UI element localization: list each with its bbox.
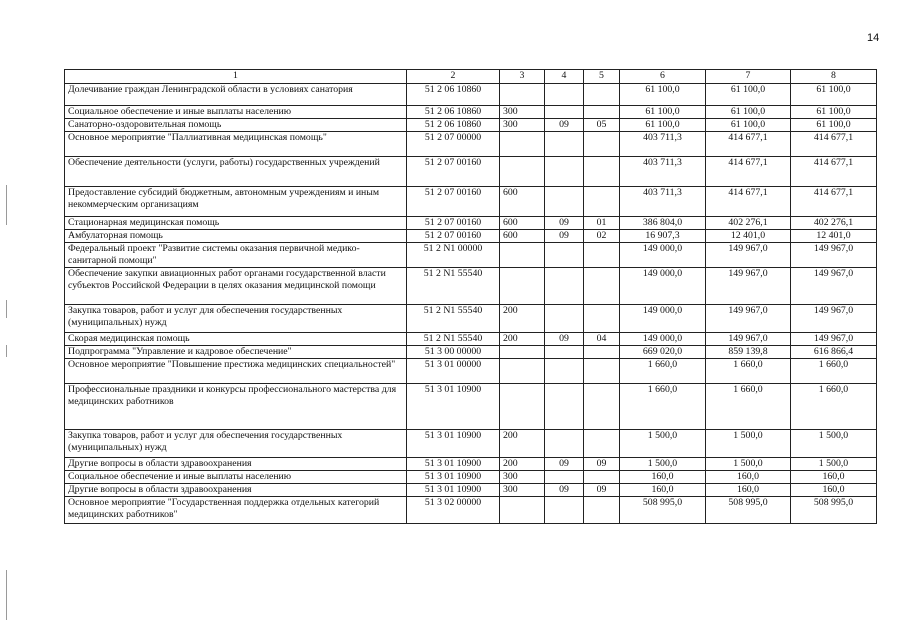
row-value-col-8: 149 967,0 (791, 243, 877, 268)
row-name: Стационарная медицинская помощь (65, 217, 407, 230)
row-value-col-6: 149 000,0 (620, 333, 706, 346)
row-name: Основное мероприятие "Государственная поддержка отдельных категорий медицинских работников" (65, 497, 407, 524)
row-code: 51 3 02 00000 (407, 497, 500, 524)
row-section (545, 84, 584, 106)
row-value-col-8: 414 677,1 (791, 157, 877, 187)
row-expense-type: 300 (500, 119, 545, 132)
row-value-col-7: 12 401,0 (706, 230, 791, 243)
row-value-col-7: 1 660,0 (706, 384, 791, 430)
row-value-col-6: 160,0 (620, 484, 706, 497)
header-col-3: 3 (500, 70, 545, 84)
row-value-col-8: 160,0 (791, 484, 877, 497)
row-code: 51 2 07 00000 (407, 132, 500, 157)
row-name: Санаторно-оздоровительная помощь (65, 119, 407, 132)
row-value-col-7: 402 276,1 (706, 217, 791, 230)
row-value-col-7: 149 967,0 (706, 268, 791, 305)
table-row (65, 157, 877, 187)
table-row (65, 243, 877, 268)
row-name: Закупка товаров, работ и услуг для обеспечения государственных (муниципальных) нужд (65, 430, 407, 458)
row-section (545, 157, 584, 187)
row-expense-type: 600 (500, 217, 545, 230)
row-section (545, 471, 584, 484)
row-value-col-8: 149 967,0 (791, 268, 877, 305)
row-section: 09 (545, 458, 584, 471)
row-section (545, 187, 584, 217)
row-subsection (584, 497, 620, 524)
row-subsection: 04 (584, 333, 620, 346)
row-name: Долечивание граждан Ленинградской области в условиях санатория (65, 84, 407, 106)
row-expense-type (500, 243, 545, 268)
table-row (65, 458, 877, 471)
row-subsection (584, 243, 620, 268)
row-name: Обеспечение закупки авиационных работ органами государственной власти субъектов Российской Федерации в целях оказания медицинской помощи (65, 268, 407, 305)
row-subsection: 02 (584, 230, 620, 243)
row-value-col-7: 61 100,0 (706, 119, 791, 132)
row-value-col-7: 61 100,0 (706, 106, 791, 119)
row-code: 51 2 N1 55540 (407, 305, 500, 333)
row-subsection (584, 430, 620, 458)
row-expense-type: 200 (500, 333, 545, 346)
row-value-col-6: 403 711,3 (620, 157, 706, 187)
table-row (65, 384, 877, 430)
row-name: Амбулаторная помощь (65, 230, 407, 243)
row-expense-type (500, 132, 545, 157)
row-value-col-6: 16 907,3 (620, 230, 706, 243)
row-value-col-8: 160,0 (791, 471, 877, 484)
row-expense-type: 300 (500, 471, 545, 484)
row-subsection (584, 384, 620, 430)
row-value-col-7: 414 677,1 (706, 132, 791, 157)
row-code: 51 2 07 00160 (407, 217, 500, 230)
header-col-2: 2 (407, 70, 500, 84)
row-expense-type (500, 359, 545, 384)
row-section: 09 (545, 217, 584, 230)
row-value-col-6: 1 500,0 (620, 430, 706, 458)
row-value-col-8: 149 967,0 (791, 333, 877, 346)
row-subsection: 09 (584, 484, 620, 497)
row-value-col-6: 61 100,0 (620, 119, 706, 132)
row-value-col-8: 1 660,0 (791, 359, 877, 384)
row-code: 51 3 01 10900 (407, 484, 500, 497)
row-value-col-8: 402 276,1 (791, 217, 877, 230)
row-name: Подпрограмма "Управление и кадровое обеспечение" (65, 346, 407, 359)
row-value-col-6: 1 660,0 (620, 384, 706, 430)
row-value-col-8: 149 967,0 (791, 305, 877, 333)
row-value-col-7: 414 677,1 (706, 157, 791, 187)
table-row (65, 187, 877, 217)
row-code: 51 3 01 10900 (407, 430, 500, 458)
row-section (545, 132, 584, 157)
table-row (65, 471, 877, 484)
row-value-col-6: 403 711,3 (620, 132, 706, 157)
row-value-col-8: 1 660,0 (791, 384, 877, 430)
row-expense-type (500, 268, 545, 305)
row-value-col-8: 61 100,0 (791, 84, 877, 106)
row-name: Предоставление субсидий бюджетным, автономным учреждениям и иным некоммерческим организациям (65, 187, 407, 217)
row-value-col-6: 1 660,0 (620, 359, 706, 384)
row-name: Закупка товаров, работ и услуг для обеспечения государственных (муниципальных) нужд (65, 305, 407, 333)
row-value-col-7: 414 677,1 (706, 187, 791, 217)
row-expense-type: 600 (500, 230, 545, 243)
row-value-col-7: 508 995,0 (706, 497, 791, 524)
row-value-col-6: 149 000,0 (620, 305, 706, 333)
row-section (545, 106, 584, 119)
row-subsection (584, 84, 620, 106)
budget-table (64, 69, 877, 524)
row-name: Профессиональные праздники и конкурсы профессионального мастерства для медицинских работников (65, 384, 407, 430)
table-row (65, 119, 877, 132)
row-subsection (584, 359, 620, 384)
row-value-col-7: 1 500,0 (706, 458, 791, 471)
table-body (65, 70, 877, 524)
row-subsection (584, 305, 620, 333)
row-value-col-8: 61 100,0 (791, 119, 877, 132)
row-code: 51 2 07 00160 (407, 187, 500, 217)
row-expense-type: 300 (500, 106, 545, 119)
page-number: 14 (867, 32, 880, 44)
row-code: 51 3 01 10900 (407, 471, 500, 484)
row-expense-type: 200 (500, 430, 545, 458)
row-value-col-7: 149 967,0 (706, 243, 791, 268)
table-row (65, 230, 877, 243)
row-subsection (584, 157, 620, 187)
row-subsection: 05 (584, 119, 620, 132)
header-col-8: 8 (791, 70, 877, 84)
row-value-col-8: 616 866,4 (791, 346, 877, 359)
table-row (65, 305, 877, 333)
row-name: Федеральный проект "Развитие системы оказания первичной медико-санитарной помощи" (65, 243, 407, 268)
row-code: 51 3 01 10900 (407, 458, 500, 471)
row-expense-type: 300 (500, 484, 545, 497)
row-value-col-6: 149 000,0 (620, 243, 706, 268)
row-section (545, 243, 584, 268)
row-section (545, 346, 584, 359)
row-expense-type: 600 (500, 187, 545, 217)
row-subsection: 09 (584, 458, 620, 471)
header-col-4: 4 (545, 70, 584, 84)
row-value-col-6: 386 804,0 (620, 217, 706, 230)
row-section (545, 430, 584, 458)
row-name: Обеспечение деятельности (услуги, работы) государственных учреждений (65, 157, 407, 187)
row-value-col-8: 508 995,0 (791, 497, 877, 524)
row-value-col-8: 414 677,1 (791, 132, 877, 157)
row-value-col-7: 61 100,0 (706, 84, 791, 106)
row-name: Социальное обеспечение и иные выплаты населению (65, 106, 407, 119)
row-value-col-7: 160,0 (706, 471, 791, 484)
row-expense-type (500, 384, 545, 430)
row-value-col-8: 1 500,0 (791, 430, 877, 458)
row-name: Основное мероприятие "Повышение престижа медицинских специальностей" (65, 359, 407, 384)
table-row (65, 106, 877, 119)
row-code: 51 2 07 00160 (407, 157, 500, 187)
table-row (65, 268, 877, 305)
header-col-7: 7 (706, 70, 791, 84)
table-row (65, 132, 877, 157)
header-col-6: 6 (620, 70, 706, 84)
row-code: 51 2 N1 55540 (407, 333, 500, 346)
table-row (65, 346, 877, 359)
row-expense-type (500, 497, 545, 524)
row-expense-type: 200 (500, 458, 545, 471)
row-code: 51 2 06 10860 (407, 119, 500, 132)
row-value-col-7: 1 500,0 (706, 430, 791, 458)
row-expense-type (500, 84, 545, 106)
table-row (65, 497, 877, 524)
row-subsection (584, 132, 620, 157)
row-subsection (584, 106, 620, 119)
row-section (545, 384, 584, 430)
row-section: 09 (545, 333, 584, 346)
row-section: 09 (545, 119, 584, 132)
row-value-col-8: 12 401,0 (791, 230, 877, 243)
row-section (545, 305, 584, 333)
row-code: 51 2 N1 55540 (407, 268, 500, 305)
row-value-col-6: 160,0 (620, 471, 706, 484)
row-section (545, 359, 584, 384)
row-value-col-7: 859 139,8 (706, 346, 791, 359)
table-row (65, 484, 877, 497)
row-code: 51 2 N1 00000 (407, 243, 500, 268)
row-subsection (584, 268, 620, 305)
row-section: 09 (545, 484, 584, 497)
row-name: Скорая медицинская помощь (65, 333, 407, 346)
table-row (65, 430, 877, 458)
row-subsection (584, 346, 620, 359)
row-expense-type: 200 (500, 305, 545, 333)
row-value-col-8: 414 677,1 (791, 187, 877, 217)
row-value-col-7: 1 660,0 (706, 359, 791, 384)
table-header-row (65, 70, 877, 84)
row-section (545, 268, 584, 305)
row-code: 51 2 06 10860 (407, 84, 500, 106)
scan-margin-marks (6, 0, 10, 640)
header-col-5: 5 (584, 70, 620, 84)
row-code: 51 3 00 00000 (407, 346, 500, 359)
table-row (65, 84, 877, 106)
row-value-col-6: 508 995,0 (620, 497, 706, 524)
row-subsection (584, 471, 620, 484)
row-name: Другие вопросы в области здравоохранения (65, 458, 407, 471)
row-subsection (584, 187, 620, 217)
row-code: 51 2 06 10860 (407, 106, 500, 119)
row-code: 51 2 07 00160 (407, 230, 500, 243)
row-section: 09 (545, 230, 584, 243)
row-name: Другие вопросы в области здравоохранения (65, 484, 407, 497)
row-value-col-6: 403 711,3 (620, 187, 706, 217)
header-col-1: 1 (65, 70, 407, 84)
row-name: Социальное обеспечение и иные выплаты населению (65, 471, 407, 484)
row-section (545, 497, 584, 524)
row-code: 51 3 01 00000 (407, 359, 500, 384)
row-code: 51 3 01 10900 (407, 384, 500, 430)
row-value-col-6: 61 100,0 (620, 84, 706, 106)
row-subsection: 01 (584, 217, 620, 230)
table-row (65, 359, 877, 384)
row-name: Основное мероприятие "Паллиативная медицинская помощь" (65, 132, 407, 157)
row-expense-type (500, 346, 545, 359)
row-value-col-8: 1 500,0 (791, 458, 877, 471)
table-row (65, 333, 877, 346)
row-value-col-6: 61 100,0 (620, 106, 706, 119)
row-value-col-7: 149 967,0 (706, 305, 791, 333)
table-row (65, 217, 877, 230)
row-value-col-7: 149 967,0 (706, 333, 791, 346)
row-value-col-7: 160,0 (706, 484, 791, 497)
row-value-col-6: 1 500,0 (620, 458, 706, 471)
row-value-col-6: 669 020,0 (620, 346, 706, 359)
row-value-col-6: 149 000,0 (620, 268, 706, 305)
row-expense-type (500, 157, 545, 187)
row-value-col-8: 61 100,0 (791, 106, 877, 119)
